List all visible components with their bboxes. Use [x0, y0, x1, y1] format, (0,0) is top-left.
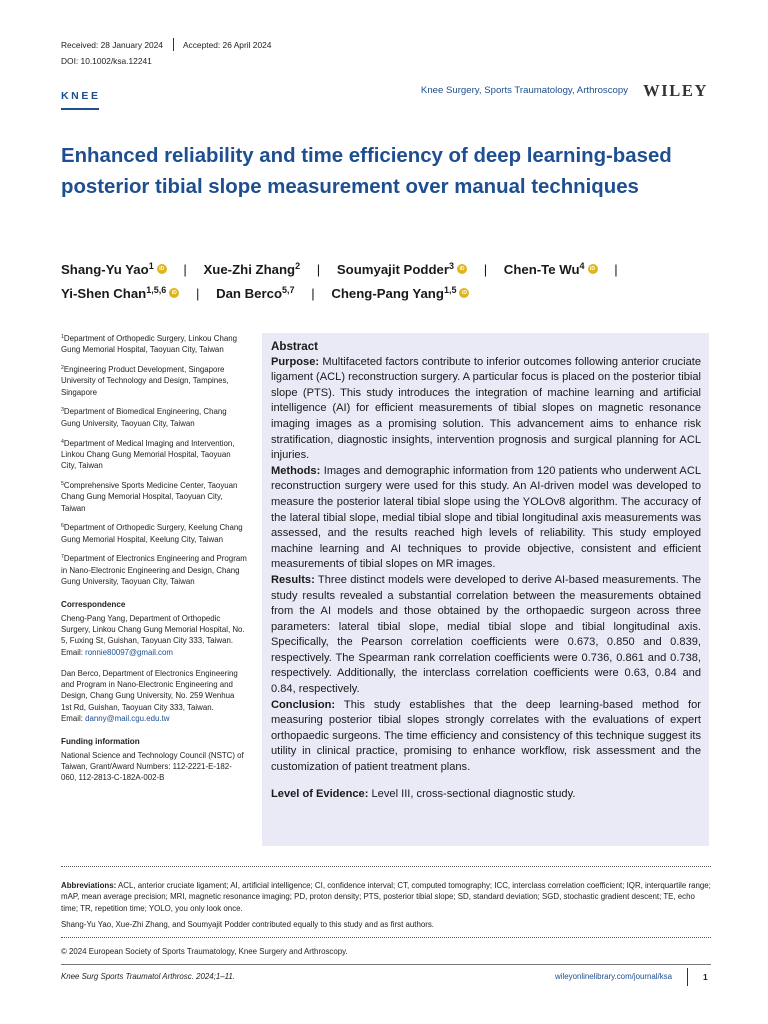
author-separator: |	[316, 262, 321, 277]
abbreviations-divider	[61, 866, 711, 867]
journal-citation: Knee Surg Sports Traumatol Arthrosc. 2024;1–11.	[61, 972, 235, 981]
author[interactable]	[61, 262, 154, 277]
abstract-heading: Abstract	[271, 340, 319, 353]
correspondence-entry	[61, 613, 247, 658]
abbreviations-text: ACL, anterior cruciate ligament; AI, artificial intelligence; CI, confidence interval; CT, computed tomography; ICC, interclass correlation coefficient; IQR, interquartile range; mAP, mean average precision; MRI, magnetic resonance imaging; PD, proton density; PTS, posterior tibial slope; SD, standard deviation; SGD, stochastic gradient descent; TE, echo time; TR, repetition time; YOLO, you only look once.	[61, 881, 711, 913]
level-text: Level III, cross-sectional diagnostic study.	[371, 787, 576, 800]
affiliation-number: 2	[61, 365, 64, 372]
author-affiliation-number: 1,5	[443, 285, 457, 295]
abstract-text: Multifaceted factors contribute to inferior outcomes following anterior cruciate ligament (ACL) reconstruction surgery. A particular focus is placed on the posterior tibial slope (PTS). This study introduces the integration of machine learning and artificial intelligence (AI) for efficient measurements of tibial slopes on magnetic resonance imaging images as a promising solution. This advancement aims to enhance risk stratification, diagnostic insights, intervention prognosis and surgical planning for ACL injuries.	[271, 355, 701, 462]
received-date: Received: 28 January 2024	[61, 39, 163, 50]
affiliation-text: Department of Orthopedic Surgery, Keelung Chang Gung Memorial Hospital, Keelung City, Taiwan	[61, 523, 243, 544]
journal-name[interactable]: Knee Surgery, Sports Traumatology, Arthroscopy	[420, 85, 628, 96]
section-tag: KNEE	[61, 90, 101, 102]
author-name: Yi-Shen Chan	[61, 286, 147, 301]
copyright-divider	[61, 937, 711, 938]
abstract-label: Results:	[271, 573, 315, 586]
affiliation-text: Engineering Product Development, Singapore University of Technology and Design, Tampines, Singapore	[61, 365, 229, 397]
affiliation-number: 3	[61, 407, 64, 414]
affiliation-number: 7	[61, 554, 64, 561]
author[interactable]	[204, 262, 301, 277]
level-of-evidence	[271, 787, 701, 803]
footer-separator	[687, 968, 688, 986]
article-dates	[61, 38, 271, 51]
orcid-icon[interactable]	[459, 288, 469, 298]
affiliation	[61, 438, 247, 472]
correspondence-heading: Correspondence	[61, 600, 126, 610]
affiliation-text: Department of Biomedical Engineering, Chang Gung University, Taoyuan City, Taiwan	[61, 407, 227, 428]
abstract-text: This study establishes that the deep learning-based method for measuring posterior tibial slopes strongly correlates with the evaluations of expert orthopaedic surgeons. The time efficiency and consistency of this technique suggest its utility in clinical practice, promising to enhance workflow, risk assessment and the customization of patient treatment plans.	[271, 698, 701, 774]
affiliation	[61, 480, 247, 514]
author-affiliation-number: 1	[148, 261, 154, 271]
author-name: Shang-Yu Yao	[61, 262, 149, 277]
affiliation-text: Department of Electronics Engineering and Program in Nano-Electronic Engineering and Design, Chang Gung University, Taoyuan City, Taiwan	[61, 554, 247, 587]
abstract-conclusion	[271, 698, 701, 776]
author[interactable]	[216, 286, 294, 301]
author-name: Dan Berco	[216, 286, 283, 301]
author[interactable]	[504, 262, 585, 277]
abstract-text: Three distinct models were developed to derive AI-based measurements. The study results revealed a substantial correlation between the measurements obtained from the AI models and those obtained by the orthopaedic surgeon across three parameters: lateral tibial slope, medial tibial slope and tibial longitudinal axis. Specifically, the Pearson correlation coefficients were 0.673, 0.850 and 0.839, respectively. The Spearman rank correlation coefficients were 0.736, 0.861 and 0.738, respectively. Additionally, the interclass correlation coefficients were 0.63, 0.84 and 0.84, respectively.	[271, 573, 701, 696]
affiliation-number: 1	[61, 334, 64, 340]
abstract-purpose	[271, 355, 701, 464]
abbreviations-label: Abbreviations:	[61, 881, 117, 890]
author-separator: |	[483, 262, 488, 277]
accepted-date: Accepted: 26 April 2024	[182, 39, 272, 50]
author-affiliation-number: 2	[295, 261, 301, 271]
email-link[interactable]: ronnie80097@gmail.com	[85, 647, 173, 657]
correspondence-email-line	[61, 647, 247, 658]
author-affiliation-number: 1,5,6	[146, 285, 167, 295]
affiliation	[61, 364, 247, 398]
author-affiliation-number: 4	[579, 261, 585, 271]
level-label: Level of Evidence:	[271, 787, 369, 800]
author-name: Soumyajit Podder	[336, 262, 449, 277]
author-name: Cheng-Pang Yang	[331, 286, 444, 301]
abstract-label: Conclusion:	[271, 698, 336, 711]
author-affiliation-number: 3	[449, 261, 455, 271]
author-name: Xue-Zhi Zhang	[203, 262, 296, 277]
author-separator: |	[183, 262, 187, 277]
correspondence-text: Cheng-Pang Yang, Department of Orthopedic Surgery, Linkou Chang Gung Memorial Hospital, No. 5, Fuxing St, Guishan, Taoyuan City 333, Taiwan.	[61, 613, 245, 646]
correspondence-entry	[61, 668, 247, 724]
affiliation-number: 5	[61, 480, 64, 487]
section-underline	[61, 108, 99, 110]
author[interactable]	[61, 286, 166, 301]
author[interactable]	[331, 286, 456, 301]
journal-website-link[interactable]: wileyonlinelibrary.com/journal/ksa	[555, 972, 672, 981]
author-list	[61, 258, 711, 306]
abstract-box	[262, 333, 709, 846]
abstract-text: Images and demographic information from 120 patients who underwent ACL reconstruction surgery were used for this study. An AI-driven model was developed to measure the posterior lateral tibial slope using the YOLOv8 algorithm. The accuracy of the lateral tibial slope, medial tibial slope and tibial longitudinal axis measurements was assessed, and the results reached high levels of reliability. This study employed machine learning and AI techniques to provide objective, consistent and efficient measurements of tibial slopes on MR images.	[271, 464, 701, 571]
author-row-2	[61, 282, 711, 306]
affiliation	[61, 553, 247, 587]
publisher-logo[interactable]: WILEY	[643, 81, 708, 100]
email-link[interactable]: danny@mail.cgu.edu.tw	[85, 714, 170, 724]
email-label: Email:	[61, 714, 86, 724]
affiliation-number: 4	[61, 438, 64, 445]
affiliation	[61, 333, 247, 356]
date-separator	[173, 38, 174, 51]
abstract-label: Purpose:	[271, 355, 320, 368]
author-separator: |	[311, 286, 315, 301]
abstract-label: Methods:	[271, 464, 321, 477]
orcid-icon[interactable]	[588, 264, 598, 274]
footer-divider	[61, 964, 711, 965]
abbreviations	[61, 880, 711, 914]
author-affiliation-number: 5,7	[282, 285, 295, 295]
article-title: Enhanced reliability and time efficiency of deep learning-based posterior tibial slope measurement over manual techniques	[61, 145, 672, 198]
doi[interactable]: DOI: 10.1002/ksa.12241	[61, 56, 152, 66]
orcid-icon[interactable]	[157, 264, 167, 274]
contribution-note: Shang-Yu Yao, Xue-Zhi Zhang, and Soumyajit Podder contributed equally to this study and as first authors.	[61, 920, 434, 929]
email-label: Email:	[61, 647, 86, 657]
affiliation-text: Department of Medical Imaging and Intervention, Linkou Chang Gung Memorial Hospital, Taoyuan City, Taiwan	[61, 438, 235, 471]
orcid-icon[interactable]	[457, 264, 467, 274]
affiliation	[61, 406, 247, 429]
author-separator: |	[614, 262, 618, 277]
author-name: Chen-Te Wu	[503, 262, 580, 277]
article-sidebar	[61, 333, 247, 784]
affiliation-number: 6	[61, 523, 64, 530]
correspondence-email-line	[61, 713, 247, 724]
correspondence-text: Dan Berco, Department of Electronics Engineering and Program in Nano-Electronic Engineering and Design, Chang Gung University, No. 259 Wenhua 1st Rd, Guishan, Taoyuan City 333, Taiwan.	[61, 668, 238, 712]
page-number: 1	[703, 972, 708, 982]
funding-text: National Science and Technology Council (NSTC) of Taiwan, Grant/Award Numbers: 112-2221-E-182-060, 112-2813-C-182A-002-B	[61, 750, 244, 783]
affiliation	[61, 522, 247, 545]
copyright: © 2024 European Society of Sports Traumatology, Knee Surgery and Arthroscopy.	[61, 947, 348, 956]
affiliation-text: Department of Orthopedic Surgery, Linkou Chang Gung Memorial Hospital, Taoyuan City, Taiwan	[61, 334, 237, 355]
author[interactable]	[337, 262, 454, 277]
author-row-1	[61, 258, 711, 282]
affiliation-text: Comprehensive Sports Medicine Center, Taoyuan Chang Gung Memorial Hospital, Taoyuan City, Taiwan	[61, 480, 238, 513]
abstract-results	[271, 573, 701, 698]
orcid-icon[interactable]	[169, 288, 179, 298]
author-separator: |	[195, 286, 200, 301]
abstract-methods	[271, 464, 701, 573]
funding-heading: Funding information	[61, 737, 140, 747]
